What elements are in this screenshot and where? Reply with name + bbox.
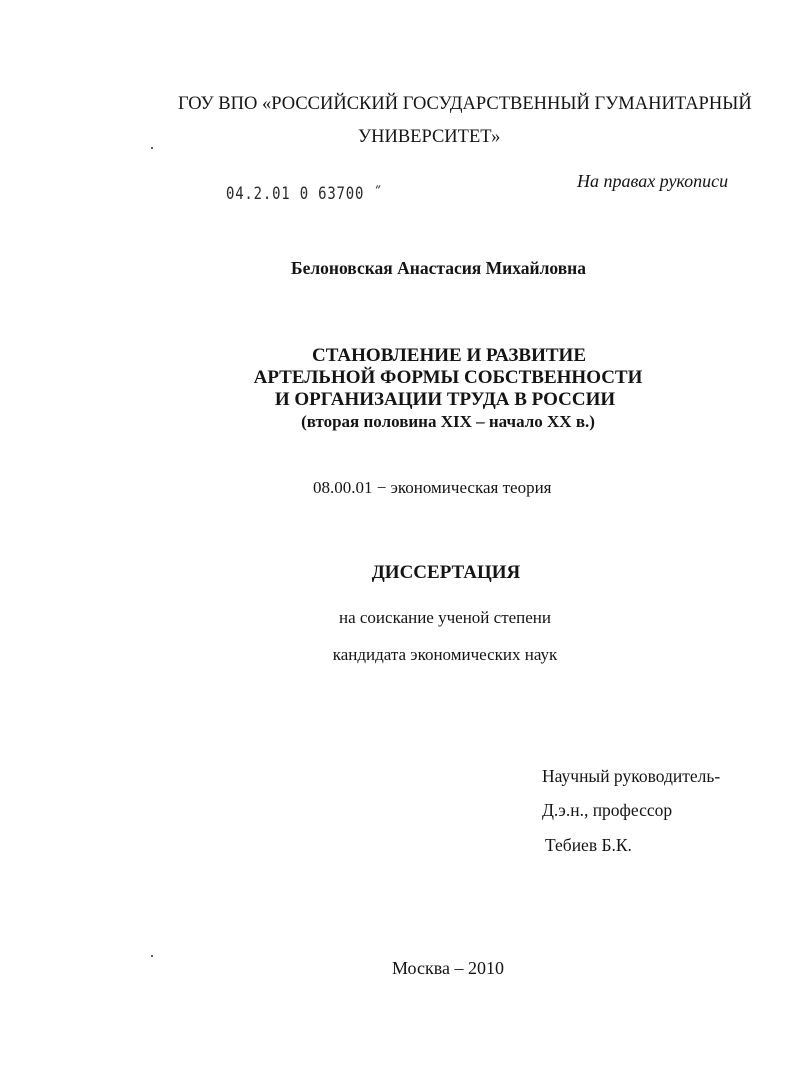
- institution-line-2: УНИВЕРСИТЕТ»: [358, 127, 501, 147]
- supervisor-label: Научный руководитель-: [542, 766, 721, 786]
- scan-speck: [151, 147, 153, 149]
- registration-number-stamp: 04.2.01 0 63700 ˝: [226, 184, 383, 204]
- city-year: Москва – 2010: [392, 958, 504, 978]
- title-period: (вторая половина XIX – начало XX в.): [301, 412, 595, 431]
- degree-line-2: кандидата экономических наук: [332, 645, 558, 664]
- supervisor-degree: Д.э.н., профессор: [542, 800, 673, 820]
- scan-speck: [151, 955, 153, 957]
- title-line-3: И ОРГАНИЗАЦИИ ТРУДА В РОССИИ: [274, 389, 616, 410]
- rights-note: На правах рукописи: [577, 171, 729, 191]
- institution-line-1: ГОУ ВПО «РОССИЙСКИЙ ГОСУДАРСТВЕННЫЙ ГУМАНИТАРНЫЙ: [178, 94, 752, 114]
- author-name: Белоновская Анастасия Михайловна: [291, 258, 587, 278]
- supervisor-name: Тебиев Б.К.: [545, 835, 632, 855]
- title-line-1: СТАНОВЛЕНИЕ И РАЗВИТИЕ: [311, 345, 587, 366]
- title-line-2: АРТЕЛЬНОЙ ФОРМЫ СОБСТВЕННОСТИ: [253, 367, 643, 388]
- document-type: ДИССЕРТАЦИЯ: [371, 562, 521, 583]
- specialty-code: 08.00.01 − экономическая теория: [313, 478, 552, 497]
- degree-line-1: на соискание ученой степени: [338, 608, 552, 627]
